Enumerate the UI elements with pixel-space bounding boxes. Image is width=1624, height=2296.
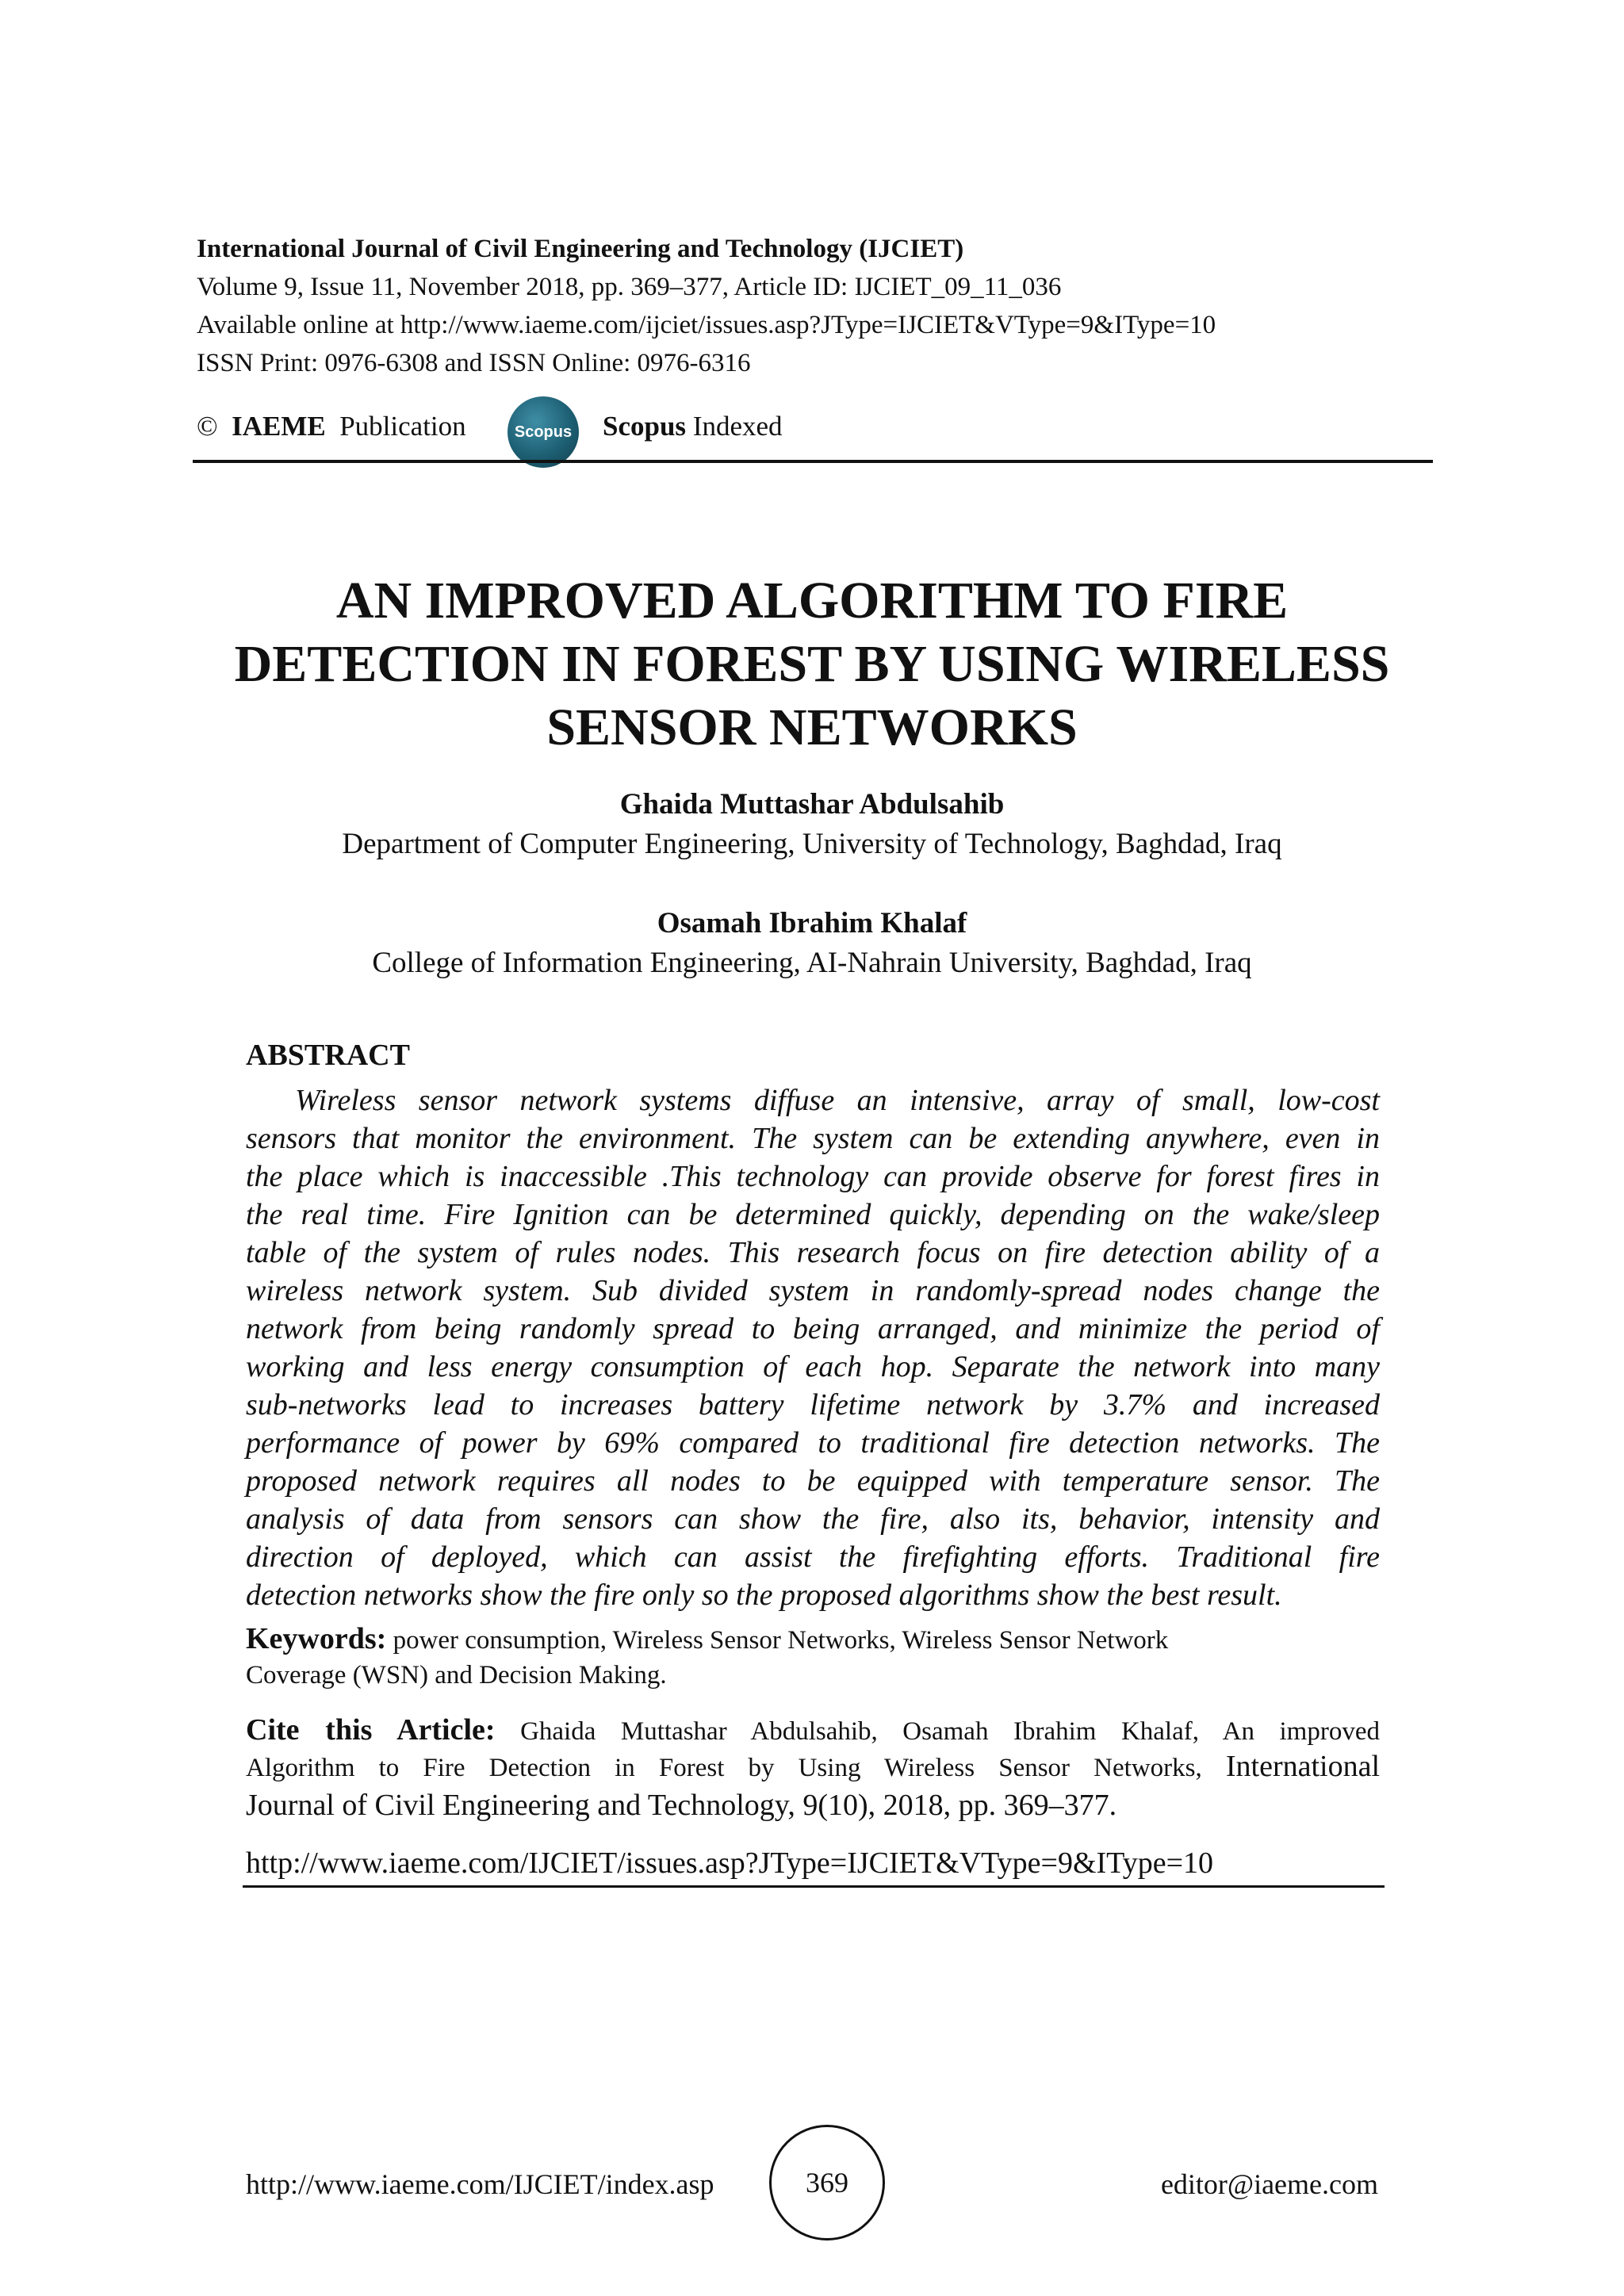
keywords-section — [246, 1621, 1380, 1693]
footer-email-link[interactable]: editor@iaeme.com — [1160, 2168, 1378, 2200]
abstract-line: the real time. Fire Ignition can be determined quickly, depending on the wake/sleep — [246, 1198, 1380, 1231]
page-number-badge — [769, 2125, 885, 2241]
citation-url-link[interactable]: http://www.iaeme.com/IJCIET/issues.asp?JType=IJCIET&VType=9&IType=10 — [246, 1846, 1214, 1880]
journal-available-line[interactable]: Available online at http://www.iaeme.com/ijciet/issues.asp?JType=IJCIET&VType=9&IType=10 — [197, 311, 1216, 339]
abstract-line: sensors that monitor the environment. The system can be extending anywhere, even in — [246, 1122, 1380, 1155]
abstract-body — [246, 1081, 1380, 1614]
abstract-line: network from being randomly spread to being arranged, and minimize the period of — [246, 1312, 1380, 1345]
copyright-symbol: © — [197, 411, 218, 442]
author-name: Osamah Ibrahim Khalaf — [657, 907, 967, 939]
abstract-line: performance of power by 69% compared to traditional fire detection networks. The — [246, 1426, 1380, 1460]
abstract-heading: ABSTRACT — [246, 1039, 410, 1072]
indexed-by-name: Scopus — [603, 411, 687, 442]
citation-section — [246, 1712, 1380, 1825]
citation-divider — [243, 1885, 1385, 1888]
page-number: 369 — [806, 2167, 848, 2198]
abstract-line: proposed network requires all nodes to be equipped with temperature sensor. The — [246, 1464, 1380, 1498]
author-name: Ghaida Muttashar Abdulsahib — [619, 788, 1005, 821]
journal-header — [197, 230, 1434, 382]
indexed-label: Indexed — [692, 411, 783, 442]
author-affiliation: Department of Computer Engineering, University of Technology, Baghdad, Iraq — [342, 828, 1282, 860]
citation-text: International — [1225, 1750, 1380, 1783]
keywords-line: Coverage (WSN) and Decision Making. — [246, 1661, 667, 1689]
citation-text: Algorithm to Fire Detection in Forest by Using Wireless Sensor Networks, — [246, 1754, 1202, 1782]
publisher-name: IAEME — [232, 411, 326, 442]
citation-line — [246, 1749, 1380, 1785]
abstract-line: wireless network system. Sub divided system in randomly-spread nodes change the — [246, 1274, 1380, 1307]
footer-url-link[interactable]: http://www.iaeme.com/IJCIET/index.asp — [246, 2168, 714, 2200]
journal-title: International Journal of Civil Engineering and Technology (IJCIET) — [197, 235, 964, 263]
author-block — [0, 904, 1624, 983]
abstract-line: working and less energy consumption of each hop. Separate the network into many — [246, 1350, 1380, 1383]
abstract-line: analysis of data from sensors can show the fire, also its, behavior, intensity and — [246, 1502, 1380, 1536]
author-block — [0, 785, 1624, 864]
citation-line: Journal of Civil Engineering and Technology, 9(10), 2018, pp. 369–377. — [246, 1789, 1117, 1822]
paper-title — [159, 569, 1465, 760]
publication-line — [197, 396, 1434, 468]
paper-title-line: SENSOR NETWORKS — [546, 698, 1078, 756]
abstract-line: Wireless sensor network systems diffuse an intensive, array of small, low-cost — [295, 1084, 1380, 1117]
citation-label: Cite this Article: — [246, 1713, 496, 1747]
publisher-suffix: Publication — [339, 411, 466, 442]
header-divider — [193, 460, 1433, 463]
abstract-line: the place which is inaccessible .This technology can provide observe for forest fires in — [246, 1160, 1380, 1193]
journal-volume-line: Volume 9, Issue 11, November 2018, pp. 369–377, Article ID: IJCIET_09_11_036 — [197, 273, 1062, 301]
keywords-label: Keywords: — [246, 1622, 387, 1655]
keywords-text: power consumption, Wireless Sensor Networks, Wireless Sensor Network — [393, 1626, 1169, 1655]
scopus-logo-icon — [508, 396, 579, 468]
abstract-line: direction of deployed, which can assist the firefighting efforts. Traditional fire — [246, 1540, 1380, 1574]
citation-line — [246, 1712, 1380, 1749]
publisher-credit — [197, 411, 466, 442]
author-affiliation: College of Information Engineering, AI-Nahrain University, Baghdad, Iraq — [372, 947, 1252, 979]
indexing-credit — [603, 411, 783, 442]
journal-issn-line: ISSN Print: 0976-6308 and ISSN Online: 0976-6316 — [197, 349, 751, 377]
paper-title-line: DETECTION IN FOREST BY USING WIRELESS — [234, 635, 1390, 693]
abstract-line: table of the system of rules nodes. This research focus on fire detection ability of a — [246, 1236, 1380, 1269]
abstract-line: detection networks show the fire only so the proposed algorithms show the best result. — [246, 1578, 1282, 1612]
citation-text: Ghaida Muttashar Abdulsahib, Osamah Ibrahim Khalaf, An improved — [520, 1717, 1380, 1746]
scopus-logo-text: Scopus — [514, 423, 573, 441]
abstract-line: sub-networks lead to increases battery lifetime network by 3.7% and increased — [246, 1388, 1380, 1422]
paper-title-line: AN IMPROVED ALGORITHM TO FIRE — [335, 572, 1289, 629]
keywords-line — [246, 1621, 1380, 1658]
